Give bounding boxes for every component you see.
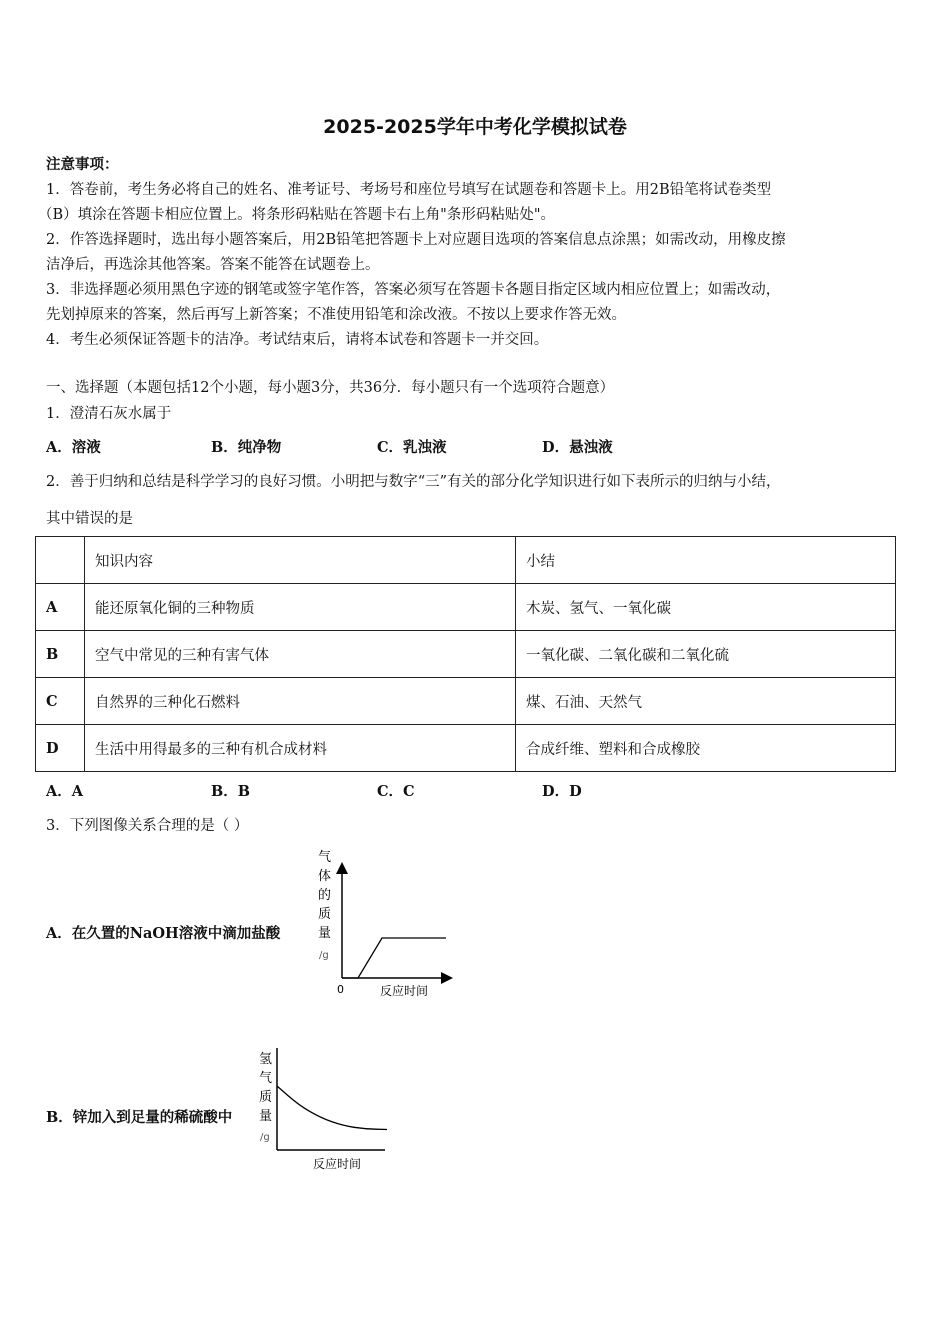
ylabel-char: 量 [318, 926, 332, 941]
table-header-cell: 小结 [516, 537, 896, 584]
table-cell: D [36, 725, 85, 772]
table-header-cell: 知识内容 [85, 537, 516, 584]
ylabel-char: 气 [259, 1071, 273, 1086]
series-line [342, 938, 446, 978]
notice-heading: 注意事项： [46, 156, 119, 173]
table-cell: 生活中用得最多的三种有机合成材料 [85, 725, 516, 772]
option-a[interactable]: A．A [46, 783, 84, 800]
ylabel-char: 质 [259, 1090, 273, 1105]
chart-b-svg [255, 1045, 395, 1175]
notice-line: 先划掉原来的答案，然后再写上新答案；不准使用铅笔和涂改液。不按以上要求作答无效。 [46, 307, 626, 323]
notice-line: 3．非选择题必须用黑色字迹的钢笔或签字笔作答，答案必须写在答题卡各题目指定区域内相应位置上；如需改动， [46, 282, 781, 298]
table-row [36, 631, 896, 678]
ylabel-char: 氢 [259, 1052, 273, 1067]
ylabel-char: 体 [318, 869, 332, 884]
question-3-stem: 3．下列图像关系合理的是（ ） [46, 818, 249, 834]
ylabel-char: 气 [318, 850, 332, 865]
table-cell: 空气中常见的三种有害气体 [85, 631, 516, 678]
table-cell: C [36, 678, 85, 725]
notice-line: （B）填涂在答题卡相应位置上。将条形码粘贴在答题卡右上角"条形码粘贴处"。 [38, 207, 555, 223]
table-cell: 一氧化碳、二氧化碳和二氧化硫 [516, 631, 896, 678]
table-row [36, 678, 896, 725]
ylabel-char: 质 [318, 907, 332, 922]
q3-option-a-label[interactable]: A．在久置的NaOH溶液中滴加盐酸 [46, 925, 281, 942]
notice-line: 洁净后，再选涂其他答案。答案不能答在试题卷上。 [46, 257, 380, 273]
table-row [36, 584, 896, 631]
option-b[interactable]: B．B [211, 783, 251, 800]
table-cell: 能还原氧化铜的三种物质 [85, 584, 516, 631]
plot-area [342, 938, 446, 978]
knowledge-table [35, 536, 896, 772]
option-d[interactable]: D．D [542, 783, 582, 800]
page-title: 2025-2025学年中考化学模拟试卷 [323, 116, 627, 138]
question-1-stem: 1．澄清石灰水属于 [46, 406, 172, 422]
origin-label: 0 [337, 983, 344, 996]
table-cell: 合成纤维、塑料和合成橡胶 [516, 725, 896, 772]
chart-a [312, 845, 462, 1000]
plot-area [277, 1086, 387, 1130]
option-c[interactable]: C．乳浊液 [377, 439, 447, 456]
question-2-stem-cont: 其中错误的是 [46, 511, 133, 527]
table-row [36, 725, 896, 772]
chart-a-svg [312, 845, 462, 1000]
notice-line: 1．答卷前，考生务必将自己的姓名、准考证号、考场号和座位号填写在试题卷和答题卡上。用2B铅笔将试卷类型 [46, 182, 772, 198]
option-d[interactable]: D．悬浊液 [542, 439, 613, 456]
x-axis-label: 反应时间 [313, 1157, 362, 1171]
table-header-cell [36, 537, 85, 584]
table-cell: B [36, 631, 85, 678]
table-cell: 木炭、氢气、一氧化碳 [516, 584, 896, 631]
chart-b [255, 1045, 395, 1175]
ylabel-char: 量 [259, 1109, 273, 1124]
x-axis-label: 反应时间 [380, 984, 429, 998]
option-a[interactable]: A．溶液 [46, 439, 101, 456]
notice-line: 2．作答选择题时，选出每小题答案后，用2B铅笔把答题卡上对应题目选项的答案信息点涂黑；如需改动，用橡皮擦 [46, 232, 786, 248]
table-header-row [36, 537, 896, 584]
notice-line: 4．考生必须保证答题卡的洁净。考试结束后，请将本试卷和答题卡一并交回。 [46, 332, 549, 348]
section-heading: 一、选择题（本题包括12个小题，每小题3分，共36分．每小题只有一个选项符合题意） [46, 380, 615, 396]
option-c[interactable]: C．C [377, 783, 415, 800]
ylabel-char: 的 [318, 888, 332, 903]
q3-option-b-label[interactable]: B．锌加入到足量的稀硫酸中 [46, 1109, 233, 1126]
question-2-stem: 2．善于归纳和总结是科学学习的良好习惯。小明把与数字“三”有关的部分化学知识进行如下表所示的归纳与小结， [46, 474, 781, 490]
table-cell: 煤、石油、天然气 [516, 678, 896, 725]
table-cell: A [36, 584, 85, 631]
option-b[interactable]: B．纯净物 [211, 439, 282, 456]
y-unit: /g [260, 1132, 270, 1143]
table-cell: 自然界的三种化石燃料 [85, 678, 516, 725]
series-line [277, 1086, 387, 1130]
y-unit: /g [319, 950, 329, 961]
